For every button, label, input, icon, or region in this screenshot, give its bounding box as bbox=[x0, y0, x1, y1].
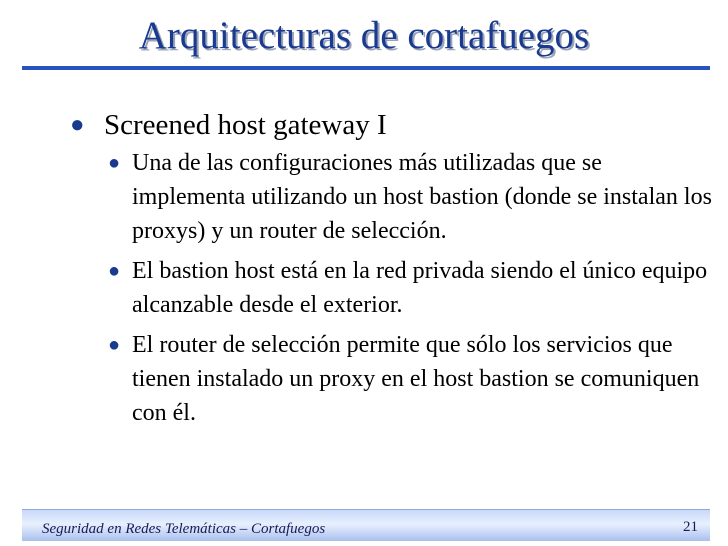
bullet-marker-icon: ● bbox=[108, 260, 121, 282]
sub-bullet-text: El bastion host está en la red privada siendo el único equipo alcanzable desde el exterior. bbox=[132, 258, 708, 318]
main-bullet-text: Screened host gateway I bbox=[104, 109, 387, 141]
bullet-marker-icon: ● bbox=[70, 112, 85, 138]
sub-bullet-text: Una de las configuraciones más utilizadas que se implementa utilizando un host bastion (donde se instalan los proxys) y un router de selección. bbox=[132, 150, 712, 244]
bullet-marker-icon: ● bbox=[108, 334, 121, 356]
sub-bullet-text: El router de selección permite que sólo los servicios que tienen instalado un proxy en el host bastion se comuniquen con él. bbox=[132, 332, 700, 426]
slide-footer bbox=[22, 509, 710, 541]
bullet-marker-icon: ● bbox=[108, 152, 121, 174]
slide-title: Arquitecturas de cortafuegos bbox=[138, 14, 590, 57]
page-number: 21 bbox=[683, 519, 698, 535]
title-underline bbox=[22, 66, 710, 70]
footer-course-title: Seguridad en Redes Telemáticas – Cortafuegos bbox=[42, 521, 326, 537]
